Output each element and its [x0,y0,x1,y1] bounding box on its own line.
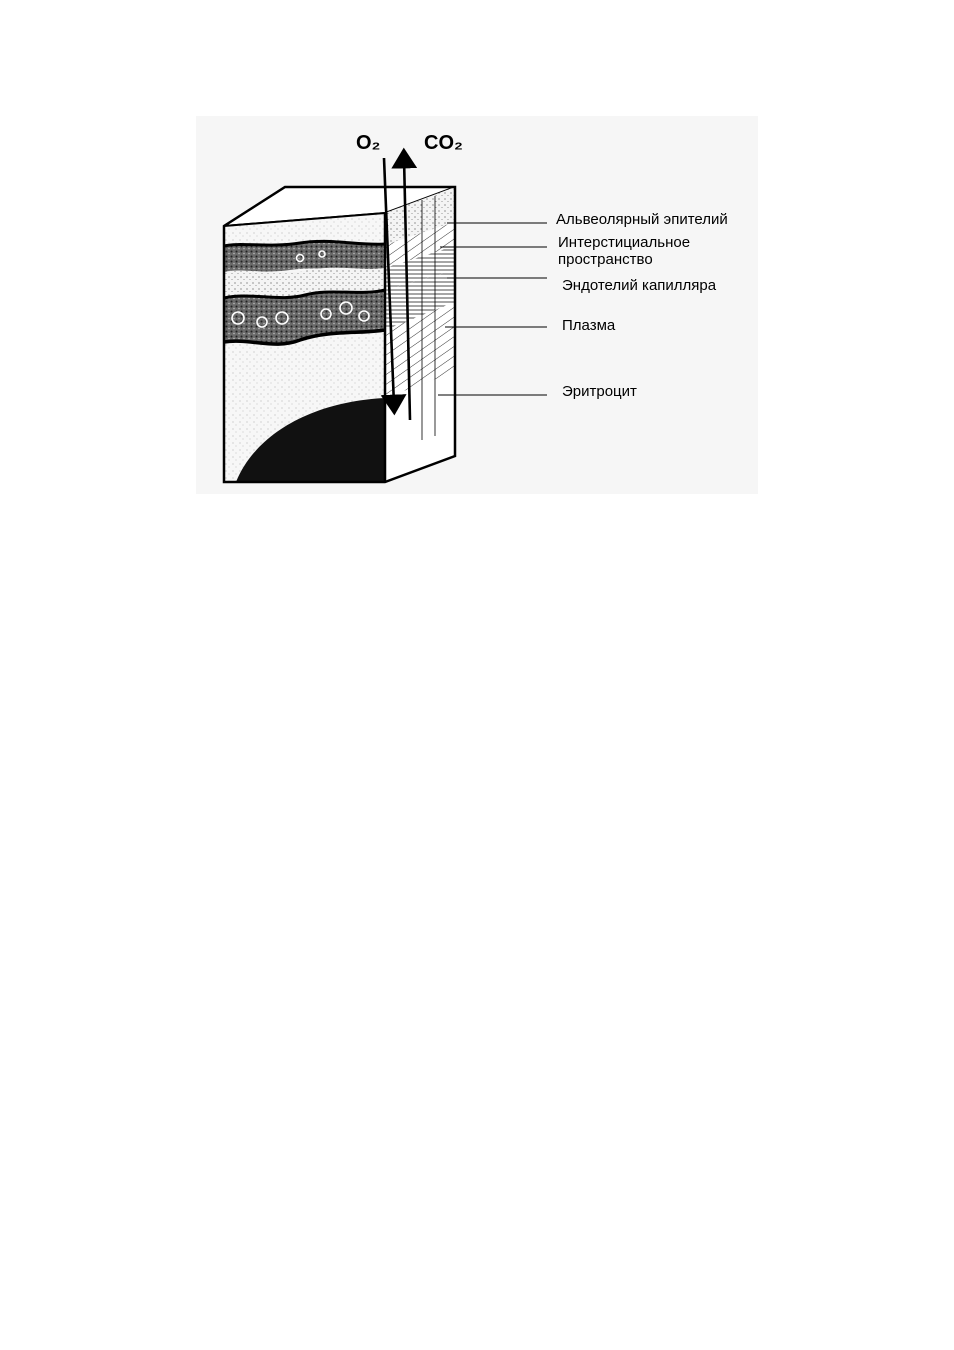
co2-label: CO₂ [424,132,463,154]
label-interstitial-line2: пространство [558,251,653,268]
o2-label: O₂ [356,132,381,154]
label-erythrocyte: Эритроцит [562,383,637,400]
label-capillary-endothelium: Эндотелий капилляра [562,277,717,294]
block-side-face [385,187,455,482]
label-interstitial-line1: Интерстициальное [558,234,691,251]
label-alveolar-epithelium: Альвеолярный эпителий [556,211,728,228]
label-plasma: Плазма [562,317,616,334]
block-front-face [224,213,385,482]
